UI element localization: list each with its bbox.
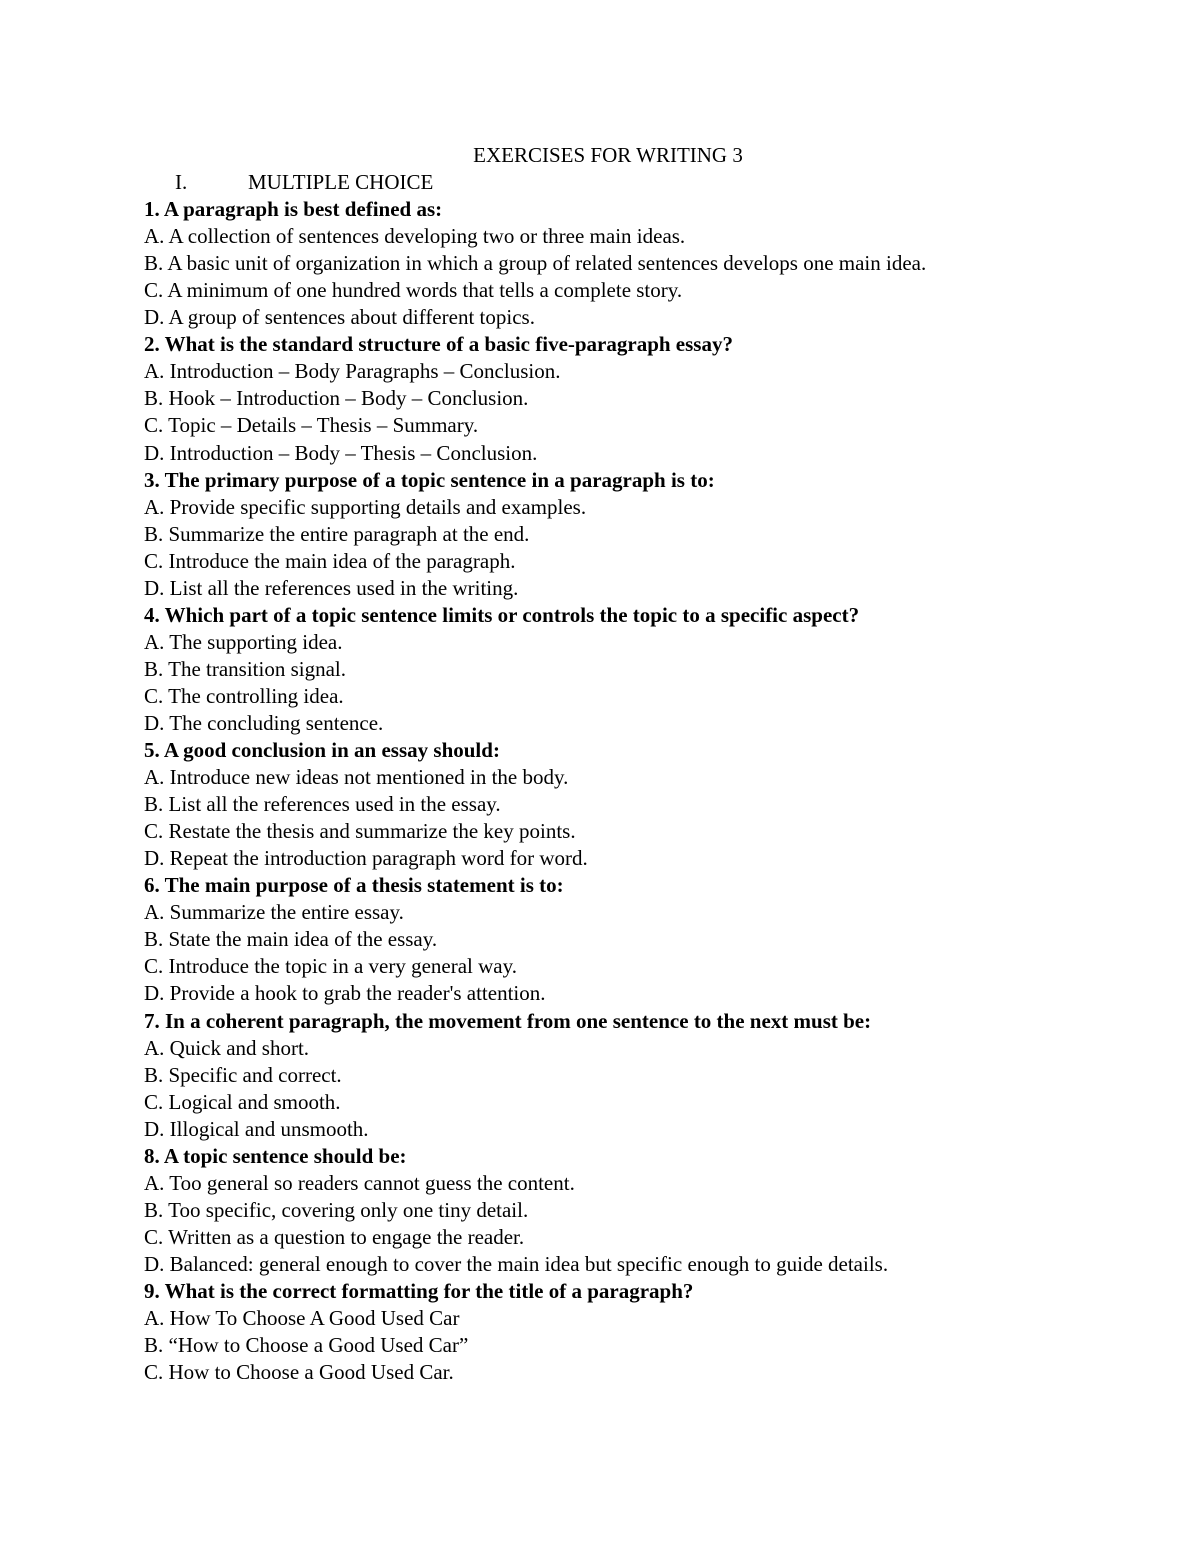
- answer-option: D. The concluding sentence.: [144, 710, 384, 735]
- section-label: MULTIPLE CHOICE: [248, 170, 434, 195]
- document-content: [144, 142, 1064, 1386]
- answer-option: B. Specific and correct.: [144, 1062, 342, 1087]
- answer-option: A. Introduction – Body Paragraphs – Conclusion.: [144, 359, 561, 384]
- answer-option: A. Summarize the entire essay.: [144, 900, 404, 925]
- question-list: [144, 196, 1064, 1386]
- answer-option: A. Provide specific supporting details and examples.: [144, 494, 587, 519]
- answer-option: C. Introduce the main idea of the paragraph.: [144, 548, 516, 573]
- answer-option: C. Written as a question to engage the reader.: [144, 1224, 525, 1249]
- section-number: I.: [175, 170, 188, 195]
- answer-option: A. Quick and short.: [144, 1035, 310, 1060]
- question-stem: 2. What is the standard structure of a basic five-paragraph essay?: [144, 332, 733, 357]
- question-block: [144, 196, 1064, 331]
- question-stem: 4. Which part of a topic sentence limits or controls the topic to a specific aspect?: [144, 602, 860, 627]
- question-block: [144, 331, 1064, 466]
- answer-option: A. The supporting idea.: [144, 629, 343, 654]
- answer-option: D. A group of sentences about different topics.: [144, 305, 535, 330]
- answer-option: C. The controlling idea.: [144, 683, 344, 708]
- answer-option: D. Repeat the introduction paragraph word for word.: [144, 846, 588, 871]
- answer-option: A. Introduce new ideas not mentioned in the body.: [144, 765, 569, 790]
- question-stem: 1. A paragraph is best defined as:: [144, 197, 443, 222]
- answer-option: D. Introduction – Body – Thesis – Conclusion.: [144, 440, 538, 465]
- answer-option: C. A minimum of one hundred words that tells a complete story.: [144, 278, 683, 303]
- answer-option: C. Restate the thesis and summarize the key points.: [144, 819, 576, 844]
- answer-option: C. Topic – Details – Thesis – Summary.: [144, 413, 479, 438]
- answer-option: C. How to Choose a Good Used Car.: [144, 1360, 454, 1385]
- question-block: [144, 602, 1064, 737]
- answer-option: B. State the main idea of the essay.: [144, 927, 438, 952]
- answer-option: D. List all the references used in the writing.: [144, 575, 519, 600]
- answer-option: A. Too general so readers cannot guess the content.: [144, 1170, 575, 1195]
- document-title: EXERCISES FOR WRITING 3: [473, 143, 743, 167]
- question-block: [144, 1008, 1064, 1143]
- question-block: [144, 1143, 1064, 1278]
- answer-option: B. List all the references used in the essay.: [144, 792, 501, 817]
- question-block: [144, 737, 1064, 872]
- question-stem: 6. The main purpose of a thesis statement is to:: [144, 873, 564, 898]
- question-block: [144, 1278, 1064, 1386]
- question-stem: 5. A good conclusion in an essay should:: [144, 738, 500, 763]
- answer-option: C. Introduce the topic in a very general way.: [144, 954, 517, 979]
- question-stem: 7. In a coherent paragraph, the movement from one sentence to the next must be:: [144, 1008, 872, 1033]
- answer-option: B. Too specific, covering only one tiny detail.: [144, 1197, 529, 1222]
- answer-option: B. The transition signal.: [144, 656, 347, 681]
- answer-option: B. A basic unit of organization in which a group of related sentences develops one main idea.: [144, 251, 927, 276]
- question-block: [144, 872, 1064, 1007]
- question-stem: 9. What is the correct formatting for the title of a paragraph?: [144, 1278, 694, 1303]
- question-stem: 3. The primary purpose of a topic sentence in a paragraph is to:: [144, 467, 715, 492]
- section-heading: [144, 169, 1064, 196]
- answer-option: B. “How to Choose a Good Used Car”: [144, 1333, 469, 1358]
- answer-option: A. A collection of sentences developing two or three main ideas.: [144, 224, 686, 249]
- question-stem: 8. A topic sentence should be:: [144, 1143, 407, 1168]
- answer-option: A. How To Choose A Good Used Car: [144, 1306, 460, 1331]
- answer-option: D. Illogical and unsmooth.: [144, 1116, 369, 1141]
- answer-option: D. Provide a hook to grab the reader's attention.: [144, 981, 546, 1006]
- question-block: [144, 467, 1064, 602]
- answer-option: B. Hook – Introduction – Body – Conclusion.: [144, 386, 529, 411]
- answer-option: B. Summarize the entire paragraph at the end.: [144, 521, 530, 546]
- answer-option: C. Logical and smooth.: [144, 1089, 341, 1114]
- answer-option: D. Balanced: general enough to cover the main idea but specific enough to guide details.: [144, 1251, 889, 1276]
